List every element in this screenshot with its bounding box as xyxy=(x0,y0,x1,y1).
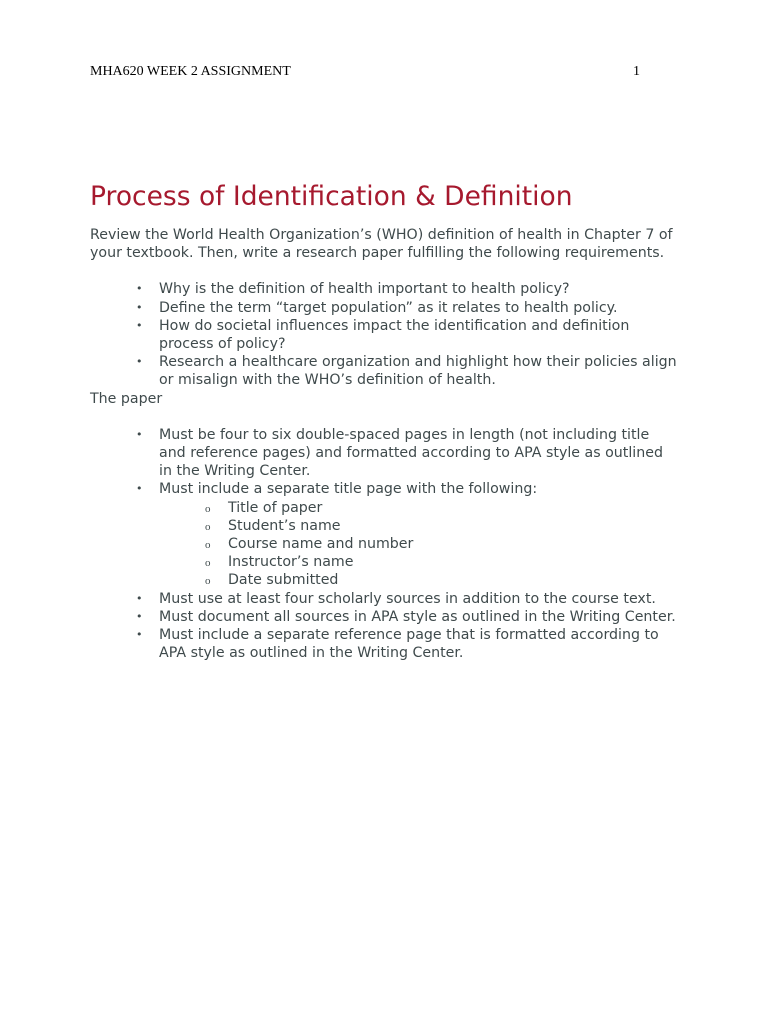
requirements-list xyxy=(90,426,690,663)
sub-list-item-text: Course name and number xyxy=(228,536,414,553)
list-item xyxy=(90,608,679,626)
bullet-icon: • xyxy=(136,609,143,623)
list-item xyxy=(90,590,679,608)
page-number: 1 xyxy=(633,64,640,79)
bullet-icon: • xyxy=(136,591,143,605)
sub-bullet-icon: o xyxy=(205,502,211,515)
list-item xyxy=(90,480,679,589)
list-item-text: Must include a separate title page with the following: xyxy=(159,481,538,498)
sub-list-item-text: Student’s name xyxy=(228,517,341,534)
bullet-icon: • xyxy=(136,628,143,642)
list-item-text: Research a healthcare organization and highlight how their policies align or misalign with the WHO’s definition of health. xyxy=(159,354,677,389)
list-item-text: Must include a separate reference page that is formatted according to APA style as outlined in the Writing Center. xyxy=(159,627,659,662)
list-item-text: Why is the definition of health important to health policy? xyxy=(159,281,570,298)
sub-list-item xyxy=(159,571,679,589)
list-item-text: Must be four to six double-spaced pages in length (not including title and reference pages) and formatted according to APA style as outlined in the Writing Center. xyxy=(159,426,663,480)
sub-list-item-text: Date submitted xyxy=(228,572,339,589)
list-item xyxy=(90,299,679,317)
list-item xyxy=(90,317,679,353)
list-item-text: How do societal influences impact the identification and definition process of policy? xyxy=(159,317,630,353)
sub-list-item xyxy=(159,553,679,571)
title-page-items xyxy=(159,499,679,590)
running-header xyxy=(90,64,640,84)
bullet-icon: • xyxy=(136,482,143,496)
sub-bullet-icon: o xyxy=(205,520,211,533)
sub-bullet-icon: o xyxy=(205,557,211,570)
questions-list xyxy=(90,280,690,389)
list-item xyxy=(90,353,679,389)
sub-list-item xyxy=(159,517,679,535)
sub-list-item xyxy=(159,499,679,517)
sub-list-item xyxy=(159,535,679,553)
paper-label: The paper xyxy=(90,390,163,407)
list-item-text: Must use at least four scholarly sources in addition to the course text. xyxy=(159,590,656,607)
sub-bullet-icon: o xyxy=(205,539,211,552)
sub-bullet-icon: o xyxy=(205,575,211,588)
bullet-icon: • xyxy=(136,282,143,296)
document-title: Process of Identification & Definition xyxy=(90,181,573,212)
bullet-icon: • xyxy=(136,318,143,332)
intro-paragraph: Review the World Health Organization’s (WHO) definition of health in Chapter 7 of your textbook. Then, write a research paper fulfilling the following requirements. xyxy=(90,227,673,262)
bullet-icon: • xyxy=(136,427,143,441)
sub-list-item-text: Title of paper xyxy=(228,499,323,516)
list-item xyxy=(90,626,679,662)
running-title: MHA620 WEEK 2 ASSIGNMENT xyxy=(90,64,291,79)
list-item-text: Define the term “target population” as it relates to health policy. xyxy=(159,299,618,316)
bullet-icon: • xyxy=(136,355,143,369)
list-item xyxy=(90,426,679,481)
document-body xyxy=(90,180,690,662)
sub-list-item-text: Instructor’s name xyxy=(228,554,354,571)
list-item xyxy=(90,280,679,298)
list-item-text: Must document all sources in APA style as outlined in the Writing Center. xyxy=(159,608,676,625)
bullet-icon: • xyxy=(136,300,143,314)
